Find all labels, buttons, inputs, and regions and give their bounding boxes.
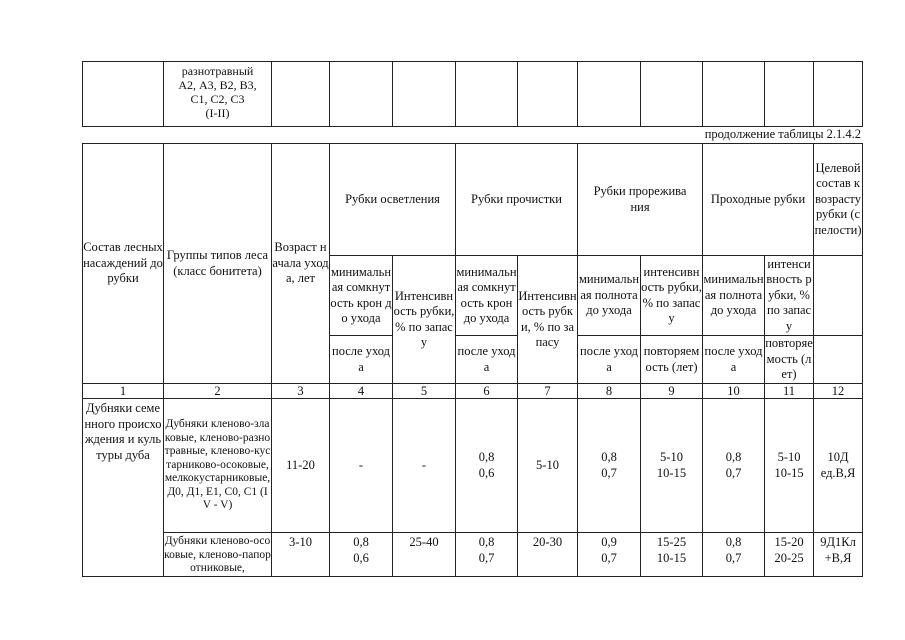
header-repeat-9: повторяемость (лет) <box>641 336 703 384</box>
cell <box>272 62 330 127</box>
cell <box>456 62 518 127</box>
column-number-4: 4 <box>330 384 393 399</box>
column-number-7: 7 <box>518 384 578 399</box>
table-row <box>83 399 863 533</box>
value-cell: 20-30 <box>518 533 578 577</box>
header-forest-groups: Группы типов леса (класс бонитета) <box>164 144 272 384</box>
header-after-care-10: после ухода <box>703 336 765 384</box>
column-number-5: 5 <box>393 384 456 399</box>
header-after-care-6: после ухода <box>456 336 518 384</box>
column-number-6: 6 <box>456 384 518 399</box>
header-intensity-7: Интенсивность рубки, % по запасу <box>518 256 578 384</box>
table-row <box>83 533 863 577</box>
table-continuation-caption: продолжение таблицы 2.1.4.2 <box>704 127 861 141</box>
column-number-1: 1 <box>83 384 164 399</box>
header-osvetlenie: Рубки осветления <box>330 144 456 256</box>
header-intensity-11: интенсивность рубки, % по запасу <box>765 256 814 336</box>
forest-group-cell: Дубняки кленово-злаковые, кленово-разнотравные, кленово-кустарниково-осоковые, мелкокустарниковые, Д0, Д1, Е1, С0, С1 (IV - V) <box>164 399 272 533</box>
header-min-density-8: минимальная полнота до ухода <box>578 256 641 336</box>
header-intensity-9: интенсивность рубки, % по запасу <box>641 256 703 336</box>
header-intensity-5: Интенсивность рубки, % по запасу <box>393 256 456 384</box>
header-start-age: Возраст начала ухода, лет <box>272 144 330 384</box>
main-table <box>82 143 863 577</box>
column-numbers-row <box>83 384 863 399</box>
forest-group-cell: разнотравный А2, А3, В2, В3, С1, С2, С3 (I-II) <box>164 62 272 127</box>
value-cell: 0,8 0,6 <box>456 399 518 533</box>
value-cell: 15-20 20-25 <box>765 533 814 577</box>
cell <box>641 62 703 127</box>
composition-cell: Дубняки семенного происхождения и культуры дуба <box>83 399 164 577</box>
column-number-10: 10 <box>703 384 765 399</box>
value-cell: - <box>330 399 393 533</box>
cell <box>393 62 456 127</box>
column-number-12: 12 <box>814 384 863 399</box>
header-empty-12 <box>814 256 863 336</box>
value-cell: 25-40 <box>393 533 456 577</box>
cell <box>518 62 578 127</box>
table-fragment-top <box>82 61 863 127</box>
column-number-9: 9 <box>641 384 703 399</box>
value-cell: 0,8 0,7 <box>703 533 765 577</box>
value-cell: 0,8 0,7 <box>703 399 765 533</box>
forest-group-cell: Дубняки кленово-осоковые, кленово-папоротниковые, <box>164 533 272 577</box>
header-prorezhivanie: Рубки прореживания <box>578 144 703 256</box>
value-cell: - <box>393 399 456 533</box>
value-cell: 5-10 10-15 <box>641 399 703 533</box>
value-cell: 0,8 0,7 <box>578 399 641 533</box>
cell <box>330 62 393 127</box>
header-composition: Состав лесных насаждений до рубки <box>83 144 164 384</box>
value-cell: 5-10 <box>518 399 578 533</box>
value-cell: 15-25 10-15 <box>641 533 703 577</box>
cell <box>703 62 765 127</box>
target-composition-cell: 10Д ед.В,Я <box>814 399 863 533</box>
value-cell: 0,8 0,7 <box>456 533 518 577</box>
header-min-closure-4: минимальная сомкнутость крон до ухода <box>330 256 393 336</box>
header-target-composition: Целевой состав к возрасту рубки (спелости) <box>814 144 863 256</box>
column-number-8: 8 <box>578 384 641 399</box>
header-min-closure-6: минимальная сомкнутость крон до ухода <box>456 256 518 336</box>
target-composition-cell: 9Д1Кл +В,Я <box>814 533 863 577</box>
header-after-care-8: после ухода <box>578 336 641 384</box>
cell <box>765 62 814 127</box>
main-table-wrapper <box>82 143 863 577</box>
column-number-11: 11 <box>765 384 814 399</box>
age-cell: 3-10 <box>272 533 330 577</box>
value-cell: 0,8 0,6 <box>330 533 393 577</box>
header-repeat-11: повторяемость (лет) <box>765 336 814 384</box>
value-cell: 5-10 10-15 <box>765 399 814 533</box>
header-prokhodnye: Проходные рубки <box>703 144 814 256</box>
cell <box>578 62 641 127</box>
cell <box>814 62 863 127</box>
previous-table-fragment <box>82 61 863 127</box>
age-cell: 11-20 <box>272 399 330 533</box>
column-number-3: 3 <box>272 384 330 399</box>
header-prochistki: Рубки прочистки <box>456 144 578 256</box>
column-number-2: 2 <box>164 384 272 399</box>
cell <box>83 62 164 127</box>
header-min-density-10: минимальная полнота до ухода <box>703 256 765 336</box>
header-empty-12b <box>814 336 863 384</box>
header-after-care-4: после ухода <box>330 336 393 384</box>
value-cell: 0,9 0,7 <box>578 533 641 577</box>
